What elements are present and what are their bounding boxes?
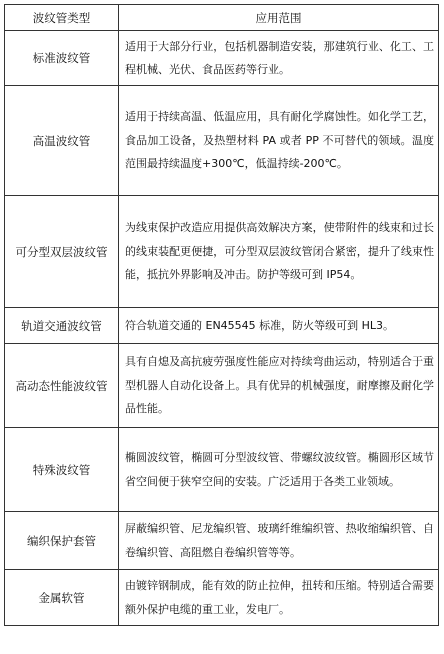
row-scope: 由镀锌钢制成，能有效的防止拉伸，扭转和压缩。特别适合需要额外保护电缆的重工业，发电厂。 [119, 570, 439, 626]
table-row [5, 86, 439, 196]
row-type: 标准波纹管 [5, 31, 119, 86]
table-row [5, 344, 439, 428]
row-scope: 椭圆波纹管，椭圆可分型波纹管、带螺纹波纹管。椭圆形区域节省空间便于狭窄空间的安装。广泛适用于各类工业领域。 [119, 428, 439, 512]
row-type: 可分型双层波纹管 [5, 196, 119, 308]
row-type: 高动态性能波纹管 [5, 344, 119, 428]
table-row [5, 31, 439, 86]
application-table-container [4, 4, 438, 626]
table-row [5, 512, 439, 570]
row-type: 特殊波纹管 [5, 428, 119, 512]
table-row [5, 196, 439, 308]
row-scope: 适用于大部分行业，包括机器制造安装，那建筑行业、化工、工程机械、光伏、食品医药等行业。 [119, 31, 439, 86]
row-type: 编织保护套管 [5, 512, 119, 570]
header-type: 波纹管类型 [5, 5, 119, 31]
table-header-row [5, 5, 439, 31]
row-scope: 符合轨道交通的 EN45545 标准，防火等级可到 HL3。 [119, 308, 439, 344]
row-scope: 为线束保护改造应用提供高效解决方案，使带附件的线束和过长的线束装配更便捷，可分型双层波纹管闭合紧密，提升了线束性能，抵抗外界影响及冲击。防护等级可到 IP54。 [119, 196, 439, 308]
row-scope: 屏蔽编织管、尼龙编织管、玻璃纤维编织管、热收缩编织管、自卷编织管、高阻燃自卷编织管等等。 [119, 512, 439, 570]
application-table [4, 4, 439, 626]
row-scope: 适用于持续高温、低温应用，具有耐化学腐蚀性。如化学工艺，食品加工设备，及热塑材料 PA 或者 PP 不可替代的领域。温度范围最持续温度+300℃，低温持续-200℃。 [119, 86, 439, 196]
row-scope: 具有自熄及高抗疲劳强度性能应对持续弯曲运动，特别适合于重型机器人自动化设备上。具有优异的机械强度，耐摩擦及耐化学品性能。 [119, 344, 439, 428]
row-type: 轨道交通波纹管 [5, 308, 119, 344]
row-type: 高温波纹管 [5, 86, 119, 196]
row-type: 金属软管 [5, 570, 119, 626]
table-row [5, 570, 439, 626]
table-row [5, 428, 439, 512]
table-row [5, 308, 439, 344]
header-scope: 应用范围 [119, 5, 439, 31]
